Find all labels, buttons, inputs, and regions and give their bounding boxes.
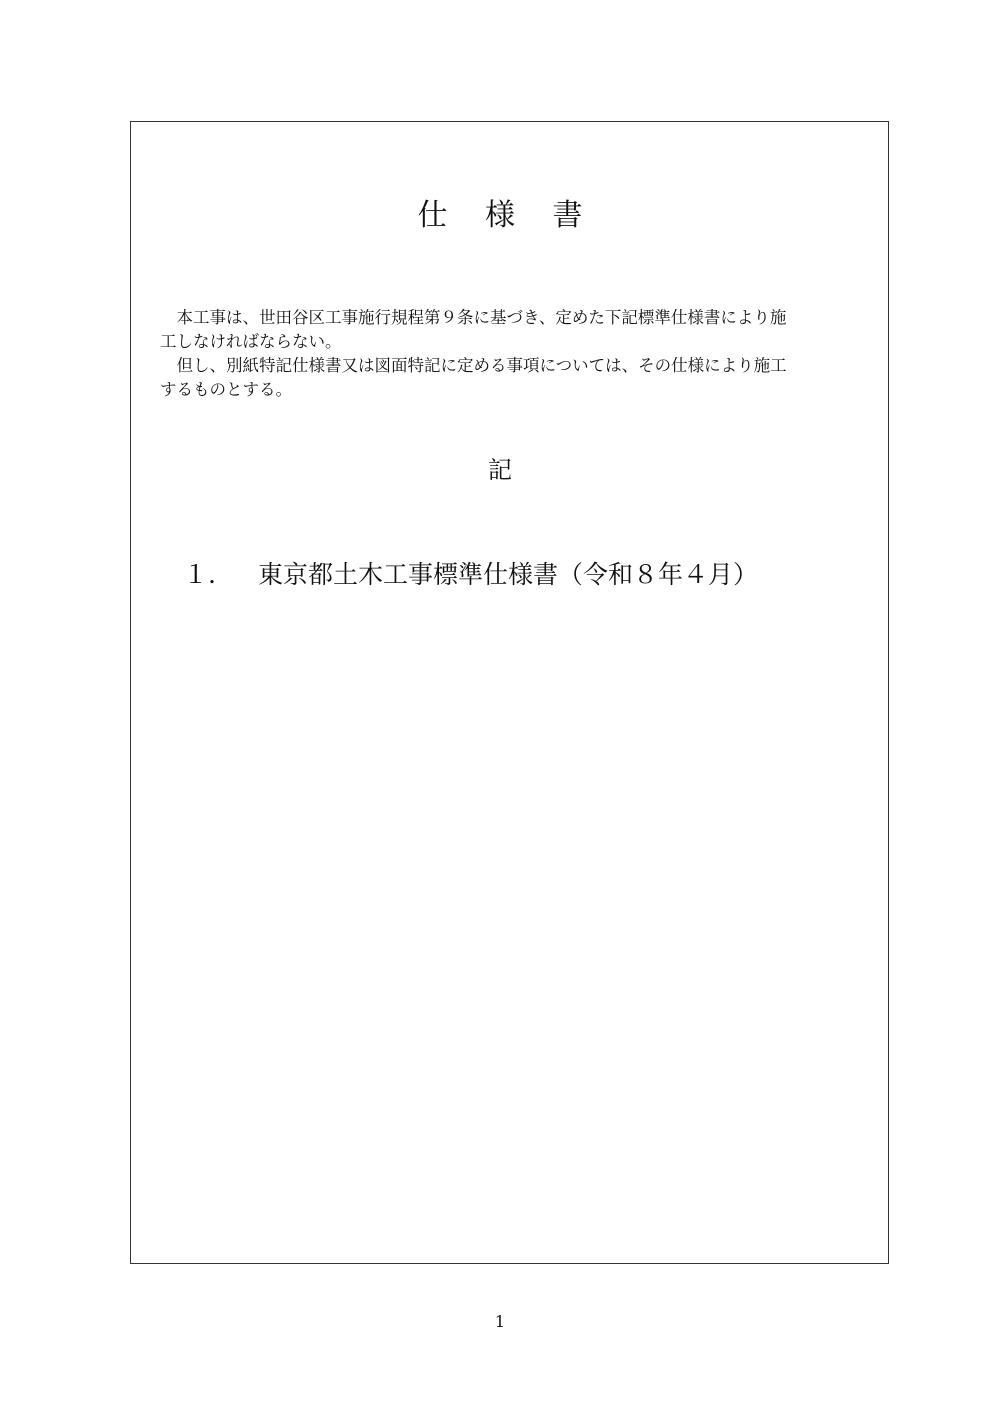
paragraph-2-line-2: するものとする。: [160, 380, 292, 399]
ki-heading: 記: [488, 456, 512, 484]
list-item-number: １.: [183, 560, 216, 589]
title-char: 様: [485, 198, 515, 233]
paragraph-1-line-1: 本工事は、世田谷区工事施行規程第９条に基づき、定めた下記標準仕様書により施: [160, 308, 787, 327]
paragraph-1-line-2: 工しなければならない。: [160, 332, 342, 351]
paragraph-2-line-1: 但し、別紙特記仕様書又は図面特記に定める事項については、その仕様により施工: [160, 356, 787, 375]
list-item-text: 東京都土木工事標準仕様書（令和８年４月）: [258, 560, 759, 589]
title-char: 書: [552, 198, 583, 233]
title-char: 仕: [417, 198, 448, 233]
page-number: 1: [494, 1312, 506, 1331]
document-border-frame: [130, 121, 889, 1264]
list-item: [183, 555, 758, 591]
document-title: [0, 190, 1000, 234]
